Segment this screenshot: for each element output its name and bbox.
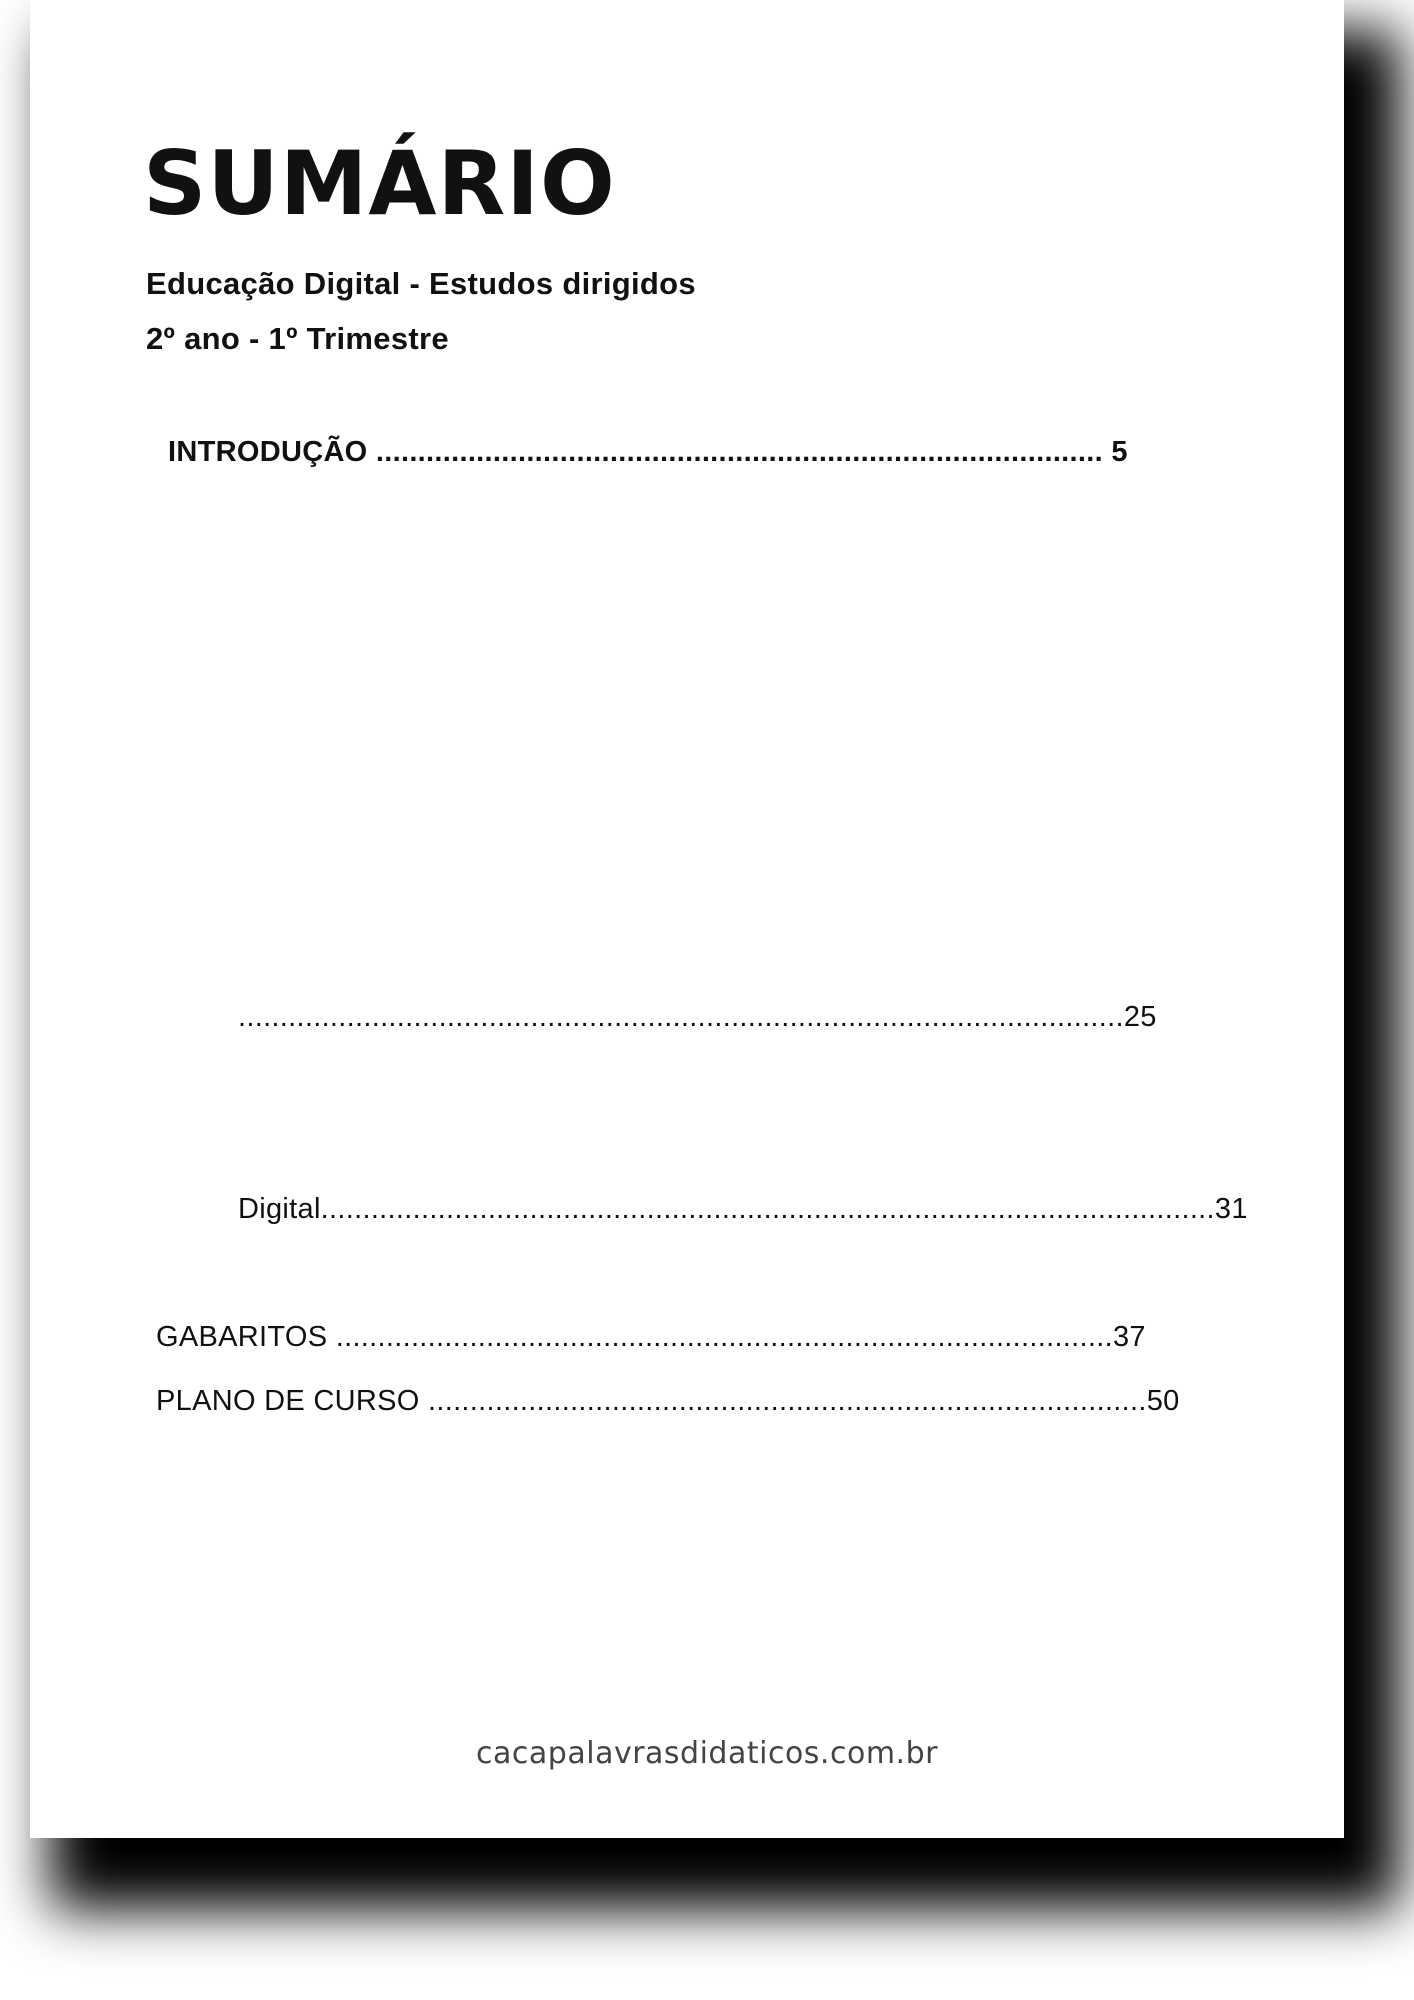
subtitle-course: Educação Digital - Estudos dirigidos [146, 266, 696, 301]
toc-item-continuation: Digital...........................................................................................................31 [238, 1193, 1248, 1225]
document-page [30, 0, 1344, 1838]
toc-item-continuation: ..........................................................................................................25 [238, 1001, 1157, 1033]
toc-gabaritos: GABARITOS .............................................................................................37 [156, 1321, 1146, 1353]
toc-introducao: INTRODUÇÃO ....................................................................................... 5 [168, 436, 1128, 468]
page-title: SUMÁRIO [143, 132, 616, 235]
footer-website: cacapalavrasdidaticos.com.br [476, 1736, 938, 1771]
toc-plano-de-curso: PLANO DE CURSO ......................................................................................50 [156, 1385, 1180, 1417]
subtitle-grade: 2º ano - 1º Trimestre [146, 321, 449, 356]
